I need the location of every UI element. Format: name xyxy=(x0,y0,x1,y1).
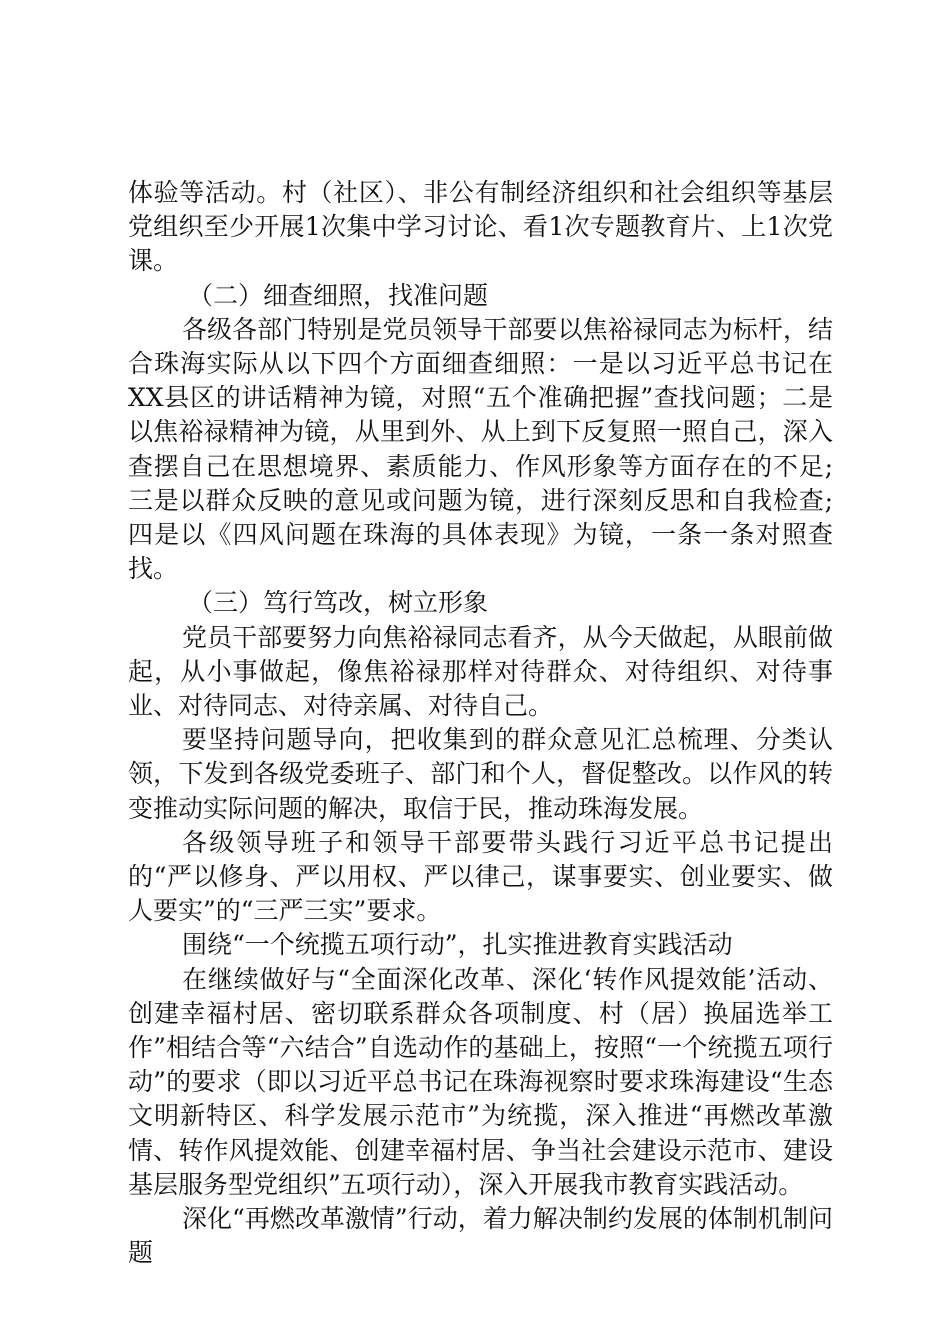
paragraph-reform-action: 深化“再燃改革激情”行动，着力解决制约发展的体制机制问题 xyxy=(128,1204,833,1268)
paragraph-five-actions-heading: 围绕“一个统揽五项行动”，扎实推进教育实践活动 xyxy=(182,930,733,960)
document-body xyxy=(128,176,833,1271)
paragraph-continuation: 体验等活动。村（社区）、非公有制经济组织和社会组织等基层党组织至少开展1次集中学习讨论、看1次专题教育片、上1次党课。 xyxy=(128,178,833,276)
section-heading-2: （二）细查细照，找准问题 xyxy=(188,280,489,310)
paragraph-self-check: 各级各部门特别是党员领导干部要以焦裕禄同志为标杆，结合珠海实际从以下四个方面细查细照：一是以习近平总书记在XX县区的讲话精神为镜，对照“五个准确把握”查找问题；二是以焦裕禄精神为镜，从里到外、从上到下反复照一照自己，深入查摆自己在思想境界、素质能力、作风形象等方面存在的不足;三是以群众反映的意见或问题为镜，进行深刻反思和自我检查;四是以《四风问题在珠海的具体表现》为镜，一条一条对照查找。 xyxy=(128,314,833,584)
paragraph-learn-from-model: 党员干部要努力向焦裕禄同志看齐，从今天做起，从眼前做起，从小事做起，像焦裕禄那样对待群众、对待组织、对待事业、对待同志、对待亲属、对待自己。 xyxy=(128,622,833,721)
paragraph-six-combinations: 在继续做好与“全面深化改革、深化‘转作风提效能’活动、创建幸福村居、密切联系群众各项制度、村（居）换届选举工作”相结合等“六结合”自选动作的基础上，按照“一个统揽五项行动”的要求（即以习近平总书记在珠海视察时要求珠海建设“生态文明新特区、科学发展示范市”为统揽，深入推进“再燃改革激情、转作风提效能、创建幸福村居、争当社会建设示范市、建设基层服务型党组织”五项行动），深入开展我市教育实践活动。 xyxy=(128,964,833,1199)
paragraph-three-stricts: 各级领导班子和领导干部要带头践行习近平总书记提出的“严以修身、严以用权、严以律己，谋事要实、创业要实、做人要实”的“三严三实”要求。 xyxy=(128,827,833,926)
section-heading-3: （三）笃行笃改，树立形象 xyxy=(188,588,489,618)
paragraph-problem-oriented: 要坚持问题导向，把收集到的群众意见汇总梳理、分类认领，下发到各级党委班子、部门和个人，督促整改。以作风的转变推动实际问题的解决，取信于民，推动珠海发展。 xyxy=(128,725,833,823)
